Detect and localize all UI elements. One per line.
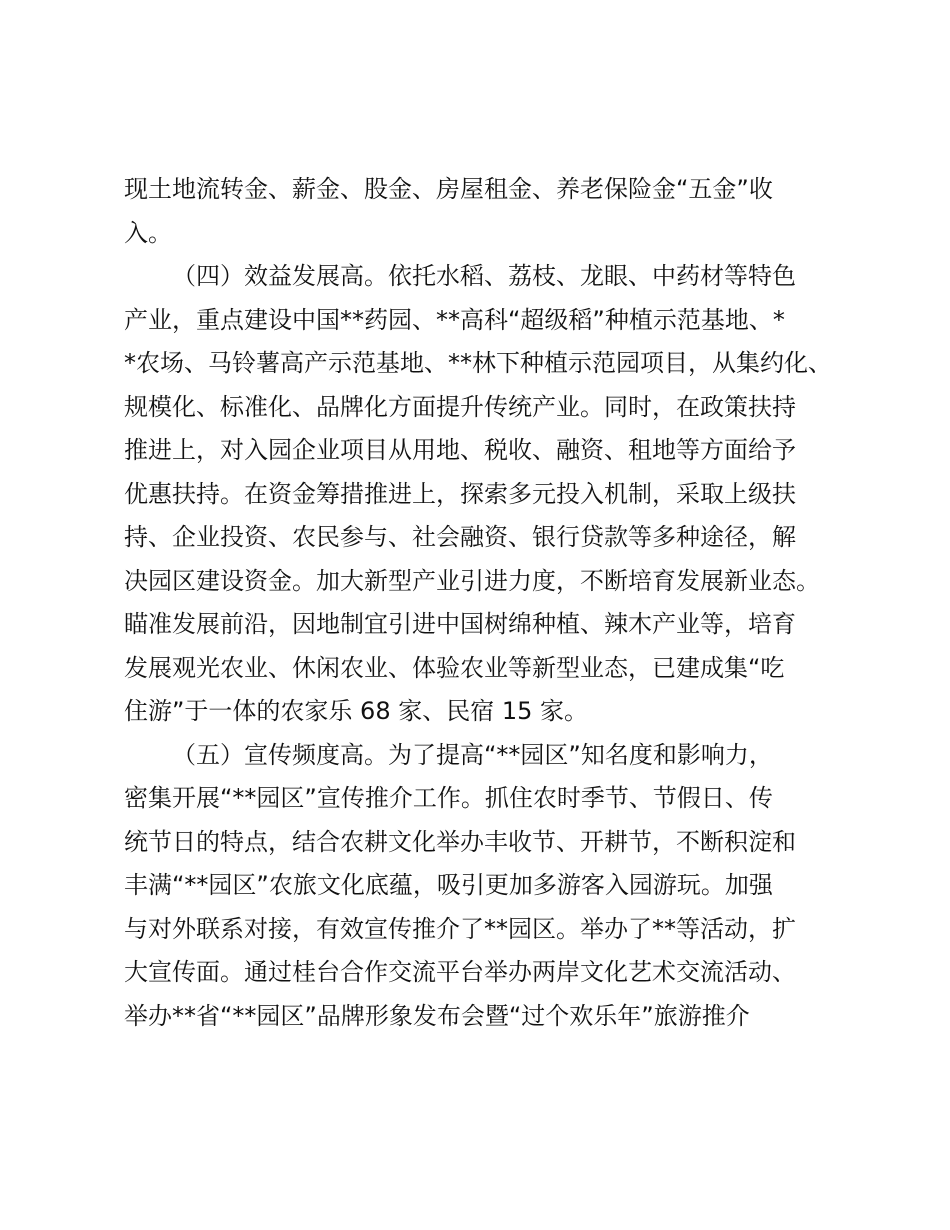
- text-line: 密集开展“**园区”宣传推介工作。抓住农时季节、节假日、传: [124, 784, 773, 812]
- text-line: 入。: [124, 218, 172, 247]
- text-line: 发展观光农业、休闲农业、体验农业等新型业态，已建成集“吃: [124, 653, 785, 682]
- text-line: 产业，重点建设中国**药园、**高科“超级稻”种植示范基地、*: [124, 305, 785, 334]
- text-line: 决园区建设资金。加大新型产业引进力度，不断培育发展新业态。: [124, 566, 820, 595]
- text-line: 优惠扶持。在资金筹措推进上，探索多元投入机制，采取上级扶: [124, 479, 796, 508]
- document-body: [124, 168, 844, 1038]
- text-line: 持、企业投资、农民参与、社会融资、银行贷款等多种途径，解: [124, 523, 796, 551]
- text-line: 举办**省“**园区”品牌形象发布会暨“过个欢乐年”旅游推介: [124, 1001, 750, 1030]
- text-line: 丰满“**园区”农旅文化底蕴，吸引更加多游客入园游玩。加强: [124, 871, 773, 899]
- text-line: 规模化、标准化、品牌化方面提升传统产业。同时，在政策扶持: [124, 392, 796, 421]
- text-line: 大宣传面。通过桂台合作交流平台举办两岸文化艺术交流活动、: [124, 958, 796, 986]
- section-heading-line: （四）效益发展高。依托水稻、荔枝、龙眼、中药材等特色: [172, 262, 796, 290]
- text-line: *农场、马铃薯高产示范基地、**林下种植示范园项目，从集约化、: [124, 349, 832, 377]
- text-line: 住游”于一体的农家乐 68 家、民宿 15 家。: [124, 697, 589, 725]
- text-line: 现土地流转金、薪金、股金、房屋租金、养老保险金“五金”收: [124, 175, 773, 203]
- text-line: 瞄准发展前沿，因地制宜引进中国树绵种植、辣木产业等，培育: [124, 610, 796, 638]
- text-line: 推进上，对入园企业项目从用地、税收、融资、租地等方面给予: [124, 436, 796, 464]
- section-heading-line: （五）宣传频度高。为了提高“**园区”知名度和影响力，: [172, 740, 773, 769]
- text-line: 统节日的特点，结合农耕文化举办丰收节、开耕节，不断积淀和: [124, 827, 796, 856]
- text-line: 与对外联系对接，有效宣传推介了**园区。举办了**等活动，扩: [124, 914, 796, 943]
